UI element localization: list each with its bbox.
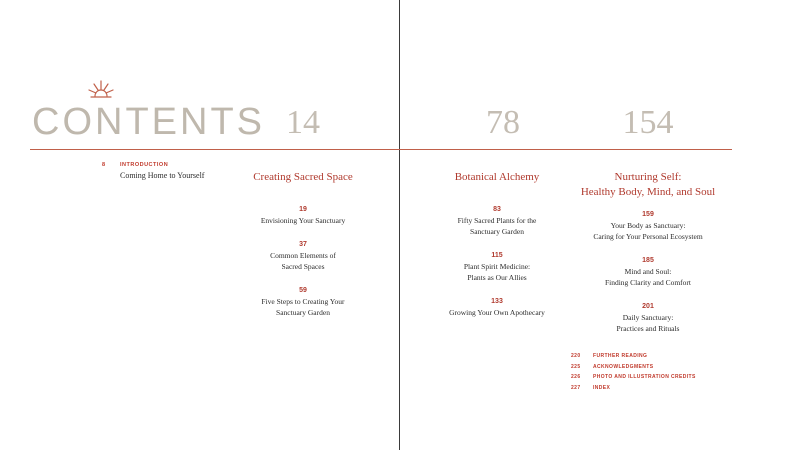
chapter-page-number: 201 xyxy=(642,303,654,310)
intro-page-number: 8 xyxy=(102,162,106,168)
part-title: Creating Sacred Space xyxy=(253,171,353,183)
book-spine xyxy=(399,0,400,450)
chapter-title: Your Body as Sanctuary: Caring for Your Personal Ecosystem xyxy=(593,221,703,241)
chapter-page-number: 83 xyxy=(493,206,501,213)
intro-label: INTRODUCTION xyxy=(120,162,169,168)
back-matter-label: PHOTO AND ILLUSTRATION CREDITS xyxy=(593,374,696,380)
chapter-entry xyxy=(213,286,393,318)
part-3-page-number: 154 xyxy=(622,104,674,141)
chapter-entry xyxy=(558,256,738,288)
part-creating-sacred-space xyxy=(213,170,393,318)
chapter-entry xyxy=(558,302,738,334)
chapter-entry xyxy=(213,205,393,226)
back-matter-item xyxy=(571,351,696,362)
chapter-entry xyxy=(558,210,738,242)
chapter-title: Common Elements of Sacred Spaces xyxy=(270,251,336,271)
intro-title: Coming Home to Yourself xyxy=(120,171,205,180)
chapter-page-number: 37 xyxy=(299,241,307,248)
chapter-title: Growing Your Own Apothecary xyxy=(449,308,545,317)
back-matter-label: ACKNOWLEDGMENTS xyxy=(593,363,654,370)
part-1-page-number: 14 xyxy=(286,104,320,141)
back-matter-page: 227 xyxy=(571,384,581,391)
chapter-title: Plant Spirit Medicine: Plants as Our Allies xyxy=(463,262,531,282)
back-matter-item xyxy=(571,362,696,373)
chapter-title: Five Steps to Creating Your Sanctuary Garden xyxy=(261,297,345,317)
chapter-entry xyxy=(213,240,393,272)
back-matter-label: FURTHER READING xyxy=(593,353,648,359)
back-matter-label: INDEX xyxy=(593,384,611,391)
chapter-title: Fifty Sacred Plants for the Sanctuary Garden xyxy=(457,216,537,236)
back-matter-page: 226 xyxy=(571,374,581,380)
contents-heading: CONTENTS xyxy=(32,101,265,143)
back-matter-page: 225 xyxy=(571,363,581,370)
part-title-line-1: Nurturing Self: xyxy=(614,171,682,183)
header-rule xyxy=(30,149,732,150)
chapter-title: Envisioning Your Sanctuary xyxy=(260,216,346,225)
chapter-page-number: 59 xyxy=(299,287,307,294)
back-matter-list xyxy=(571,351,696,393)
part-nurturing-self xyxy=(558,170,738,334)
chapter-title: Mind and Soul: Finding Clarity and Comfort xyxy=(604,267,692,287)
chapter-page-number: 159 xyxy=(642,211,654,218)
rising-sun-icon xyxy=(86,80,116,100)
chapter-page-number: 133 xyxy=(491,298,503,305)
chapter-title: Daily Sanctuary: Practices and Rituals xyxy=(616,313,680,333)
back-matter-item xyxy=(571,372,696,383)
back-matter-item xyxy=(571,383,696,394)
part-title-line-2: Healthy Body, Mind, and Soul xyxy=(580,186,716,198)
part-2-page-number: 78 xyxy=(486,104,520,141)
part-title: Botanical Alchemy xyxy=(454,171,540,183)
chapter-page-number: 115 xyxy=(491,252,503,259)
back-matter-page: 220 xyxy=(571,353,581,359)
chapter-page-number: 185 xyxy=(642,257,654,264)
chapter-page-number: 19 xyxy=(299,206,307,213)
